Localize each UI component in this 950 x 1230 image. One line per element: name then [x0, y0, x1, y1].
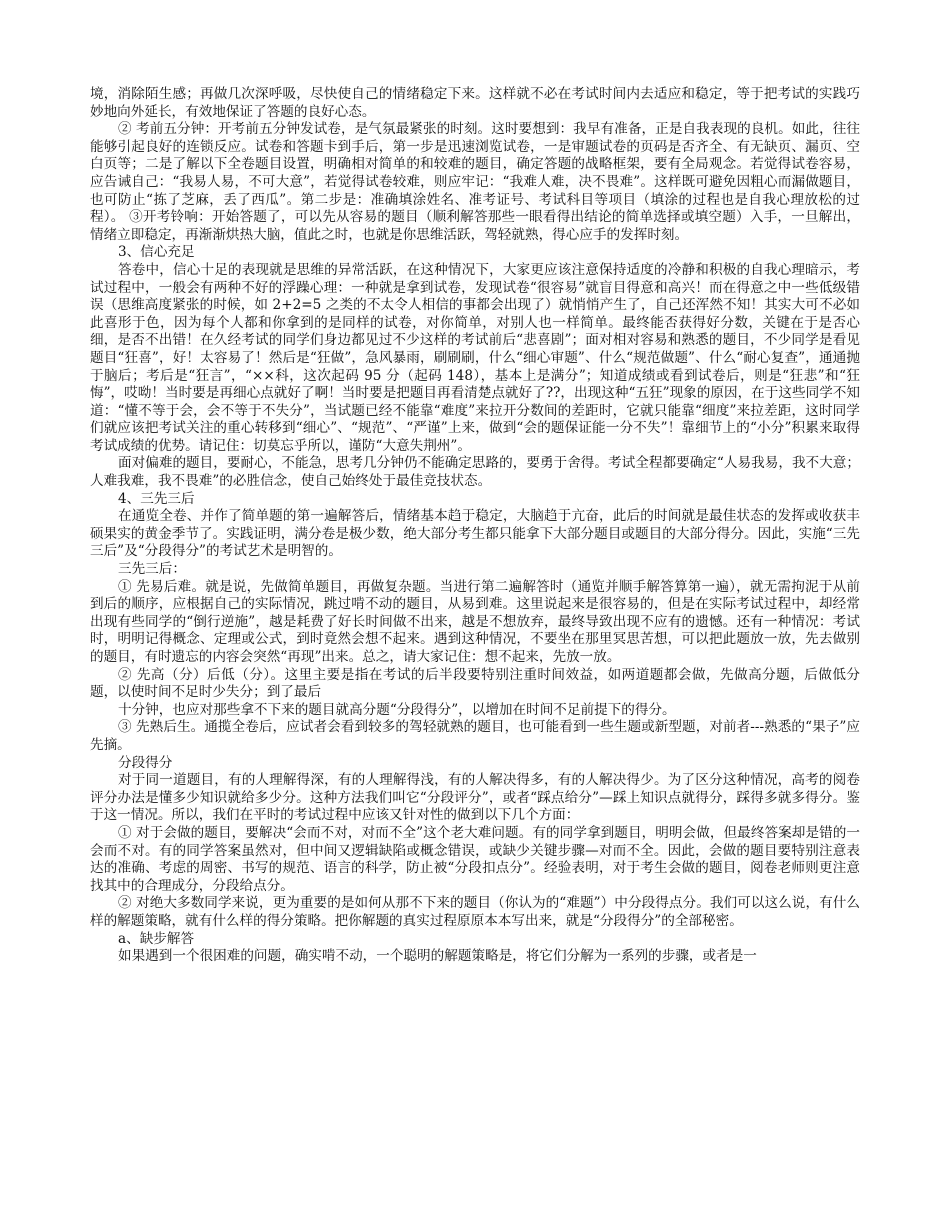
paragraph-three-first-label: 三先三后： [118, 561, 186, 578]
paragraph-three-first-intro: 在通览全卷、并作了简单题的第一遍解答后，情绪基本趋于稳定，大脑趋于亢奋，此后的时间就是最佳状态的发挥或收获丰硕果实的黄金季节了。实践证明，满分卷是极少数，绝大部分考生都只能拿下大部分题目或题目的大部分得分。因此，实施“三先三后”及“分段得分”的考试艺术是明智的。 [90, 508, 860, 560]
paragraph-partial-score-intro: 对于同一道题目，有的人理解得深，有的人理解得浅，有的人解决得多，有的人解决得少。为了区分这种情况，高考的阅卷评分办法是懂多少知识就给多少分。这种方法我们叫它“分段评分”，或者“踩点给分”—踩上知识点就得分，踩得多就多得分。鉴于这一情况。所以，我们在平时的考试过程中应该又针对性的做到以下几个方面： [90, 772, 860, 824]
paragraph-difficult-questions: 面对偏难的题目，要耐心，不能急，思考几分钟仍不能确定思路的，要勇于舍得。考试全程都要确定“人易我易，我不大意；人难我难，我不畏难”的必胜信念，使自己始终处于最佳竞技状态。 [90, 455, 860, 490]
section-heading-partial-score: 分段得分 [118, 754, 173, 771]
paragraph-solvable-questions: ① 对于会做的题目，要解决“会而不对，对而不全”这个老大难问题。有的同学拿到题目，明明会做，但最终答案却是错的一会而不对。有的同学答案虽然对，但中间又逻辑缺陷或概念错误，或缺少关键步骤—对而不全。因此，会做的题目要特别注意表达的准确、考虑的周密、书写的规范、语言的科学，防止被“分段扣点分”。经验表明，对于考生会做的题目，阅卷老师则更注意找其中的合理成分，分段给点分。 [90, 824, 860, 894]
section-heading-missing-steps: a、缺步解答 [118, 930, 195, 947]
paragraph-last-ten-minutes: 十分钟，也应对那些拿不下来的题目就高分题“分段得分”，以增加在时间不足前提下的得分。 [118, 701, 676, 718]
paragraph-missing-steps-body: 如果遇到一个很困难的问题，确实啃不动，一个聪明的解题策略是，将它们分解为一系列的步骤，或者是一 [118, 948, 757, 965]
section-heading-three-first: 4、三先三后 [118, 490, 195, 507]
paragraph-familiar-first: ③ 先熟后生。通揽全卷后，应试者会看到较多的驾轻就熟的题目，也可能看到一些生题或新型题，对前者---熟悉的“果子”应先摘。 [90, 719, 860, 753]
paragraph-high-before-low: ② 先高（分）后低（分）。这里主要是指在考试的后半段要特别注重时间效益，如两道题都会做，先做高分题，后做低分题，以使时间不足时少失分；到了最后 [90, 666, 860, 701]
paragraph-five-minutes-before: ② 考前五分钟：开考前五分钟发试卷，是气氛最紧张的时刻。这时要想到：我早有准备，正是自我表现的良机。如此，往往能够引起良好的连锁反应。试卷和答题卡到手后，第一步是迅速浏览试卷，一是审题试卷的页码是否齐全、有无缺页、漏页、空白页等；二是了解以下全卷题目设置，明确相对简单的和较难的题目，确定答题的战略框架，要有全局观念。若觉得试卷容易，应告诫自己：“我易人易，不可大意”，若觉得试卷较难，则应牢记：“我难人难，决不畏难”。这样既可避免因粗心而漏做题目，也可防止“拣了芝麻，丢了西瓜”。第二步是：准确填涂姓名、准考证号、考试科目等项目（填涂的过程也是自我心理放松的过程）。 ③开考铃响：开始答题了，可以先从容易的题目（顺利解答那些一眼看得出结论的简单选择或填空题）入手，一旦解出，情绪立即稳定，再渐渐烘热大脑，值此之时，也就是你思维活跃，驾轻就熟，得心应手的发挥时刻。 [90, 121, 860, 243]
section-heading-confidence: 3、信心充足 [118, 244, 195, 261]
paragraph-easy-before-hard: ① 先易后难。就是说，先做简单题目，再做复杂题。当进行第二遍解答时（通览并顺手解答算第一遍），就无需拘泥于从前到后的顺序，应根据自己的实际情况，跳过啃不动的题目，从易到难。这里说起来是很容易的，但是在实际考试过程中，却经常出现有些同学的“倒行逆施”，越是耗费了好长时间做不出来，越是不想放弃，最终导致出现不应有的遗憾。还有一种情况：考试时，明明记得概念、定理或公式，到时竟然会想不起来。遇到这种情况，不要坐在那里冥思苦想，可以把此题放一放，先去做别的题目，有时遗忘的内容会突然“再现”出来。总之，请大家记住：想不起来，先放一放。 [90, 578, 860, 665]
document-page [90, 86, 860, 966]
paragraph-confidence-body: 答卷中，信心十足的表现就是思维的异常活跃，在这种情况下，大家更应该注意保持适度的冷静和积极的自我心理暗示，考试过程中，一般会有两种不好的浮躁心理：一种就是拿到试卷，发现试卷“很容易”就盲目得意和高兴！而在得意之中一些低级错误（思维高度紧张的时候，如 2+2=5 之类的不太令人相信的事都会出现了）就悄悄产生了，自己还浑然不知！其实大可不必如此喜形于色，因为每个人都和你拿到的是同样的试卷，对你简单，对别人也一样简单。最终能否获得好分数，关键在于是否心细，是否不出错！在久经考试的同学们身边都见过不少这样的考试前后“悲喜剧”；面对相对容易和熟悉的题目，不少同学是看见题目“狂喜”，好！太容易了！然后是“狂做”，急风暴雨，刷刷刷，什么“细心审题”、什么“规范做题”、什么“耐心复查”，通通抛于脑后；考后是“狂言”，“××科，这次起码 95 分（起码 148），基本上是满分”；知道成绩或看到试卷后，则是“狂悲”和“狂悔”，哎呦！当时要是再细心点就好了啊！当时要是把题目再看清楚点就好了??，出现这种“五狂”现象的原因，在于这些同学不知道：“懂不等于会，会不等于不失分”，当试题已经不能靠“难度”来拉开分数间的差距时，它就只能靠“细度”来拉差距，这时同学们就应该把考试关注的重心转移到“细心”、“规范”、“严谨”上来，做到“会的题保证能一分不失”！靠细节上的“小分”积累来取得考试成绩的优势。请记住：切莫忘乎所以，谨防“大意失荆州”。 [90, 261, 860, 454]
paragraph-intro-continuation: 境，消除陌生感；再做几次深呼吸，尽快使自己的情绪稳定下来。这样就不必在考试时间内去适应和稳定，等于把考试的实践巧妙地向外延长，有效地保证了答题的良好心态。 [90, 86, 860, 120]
paragraph-hard-questions: ② 对绝大多数同学来说，更为重要的是如何从那不下来的题目（你认为的“难题”）中分段得点分。我们可以这么说，有什么样的解题策略，就有什么样的得分策略。把你解题的真实过程原原本本写出来，就是“分段得分”的全部秘密。 [90, 895, 860, 929]
